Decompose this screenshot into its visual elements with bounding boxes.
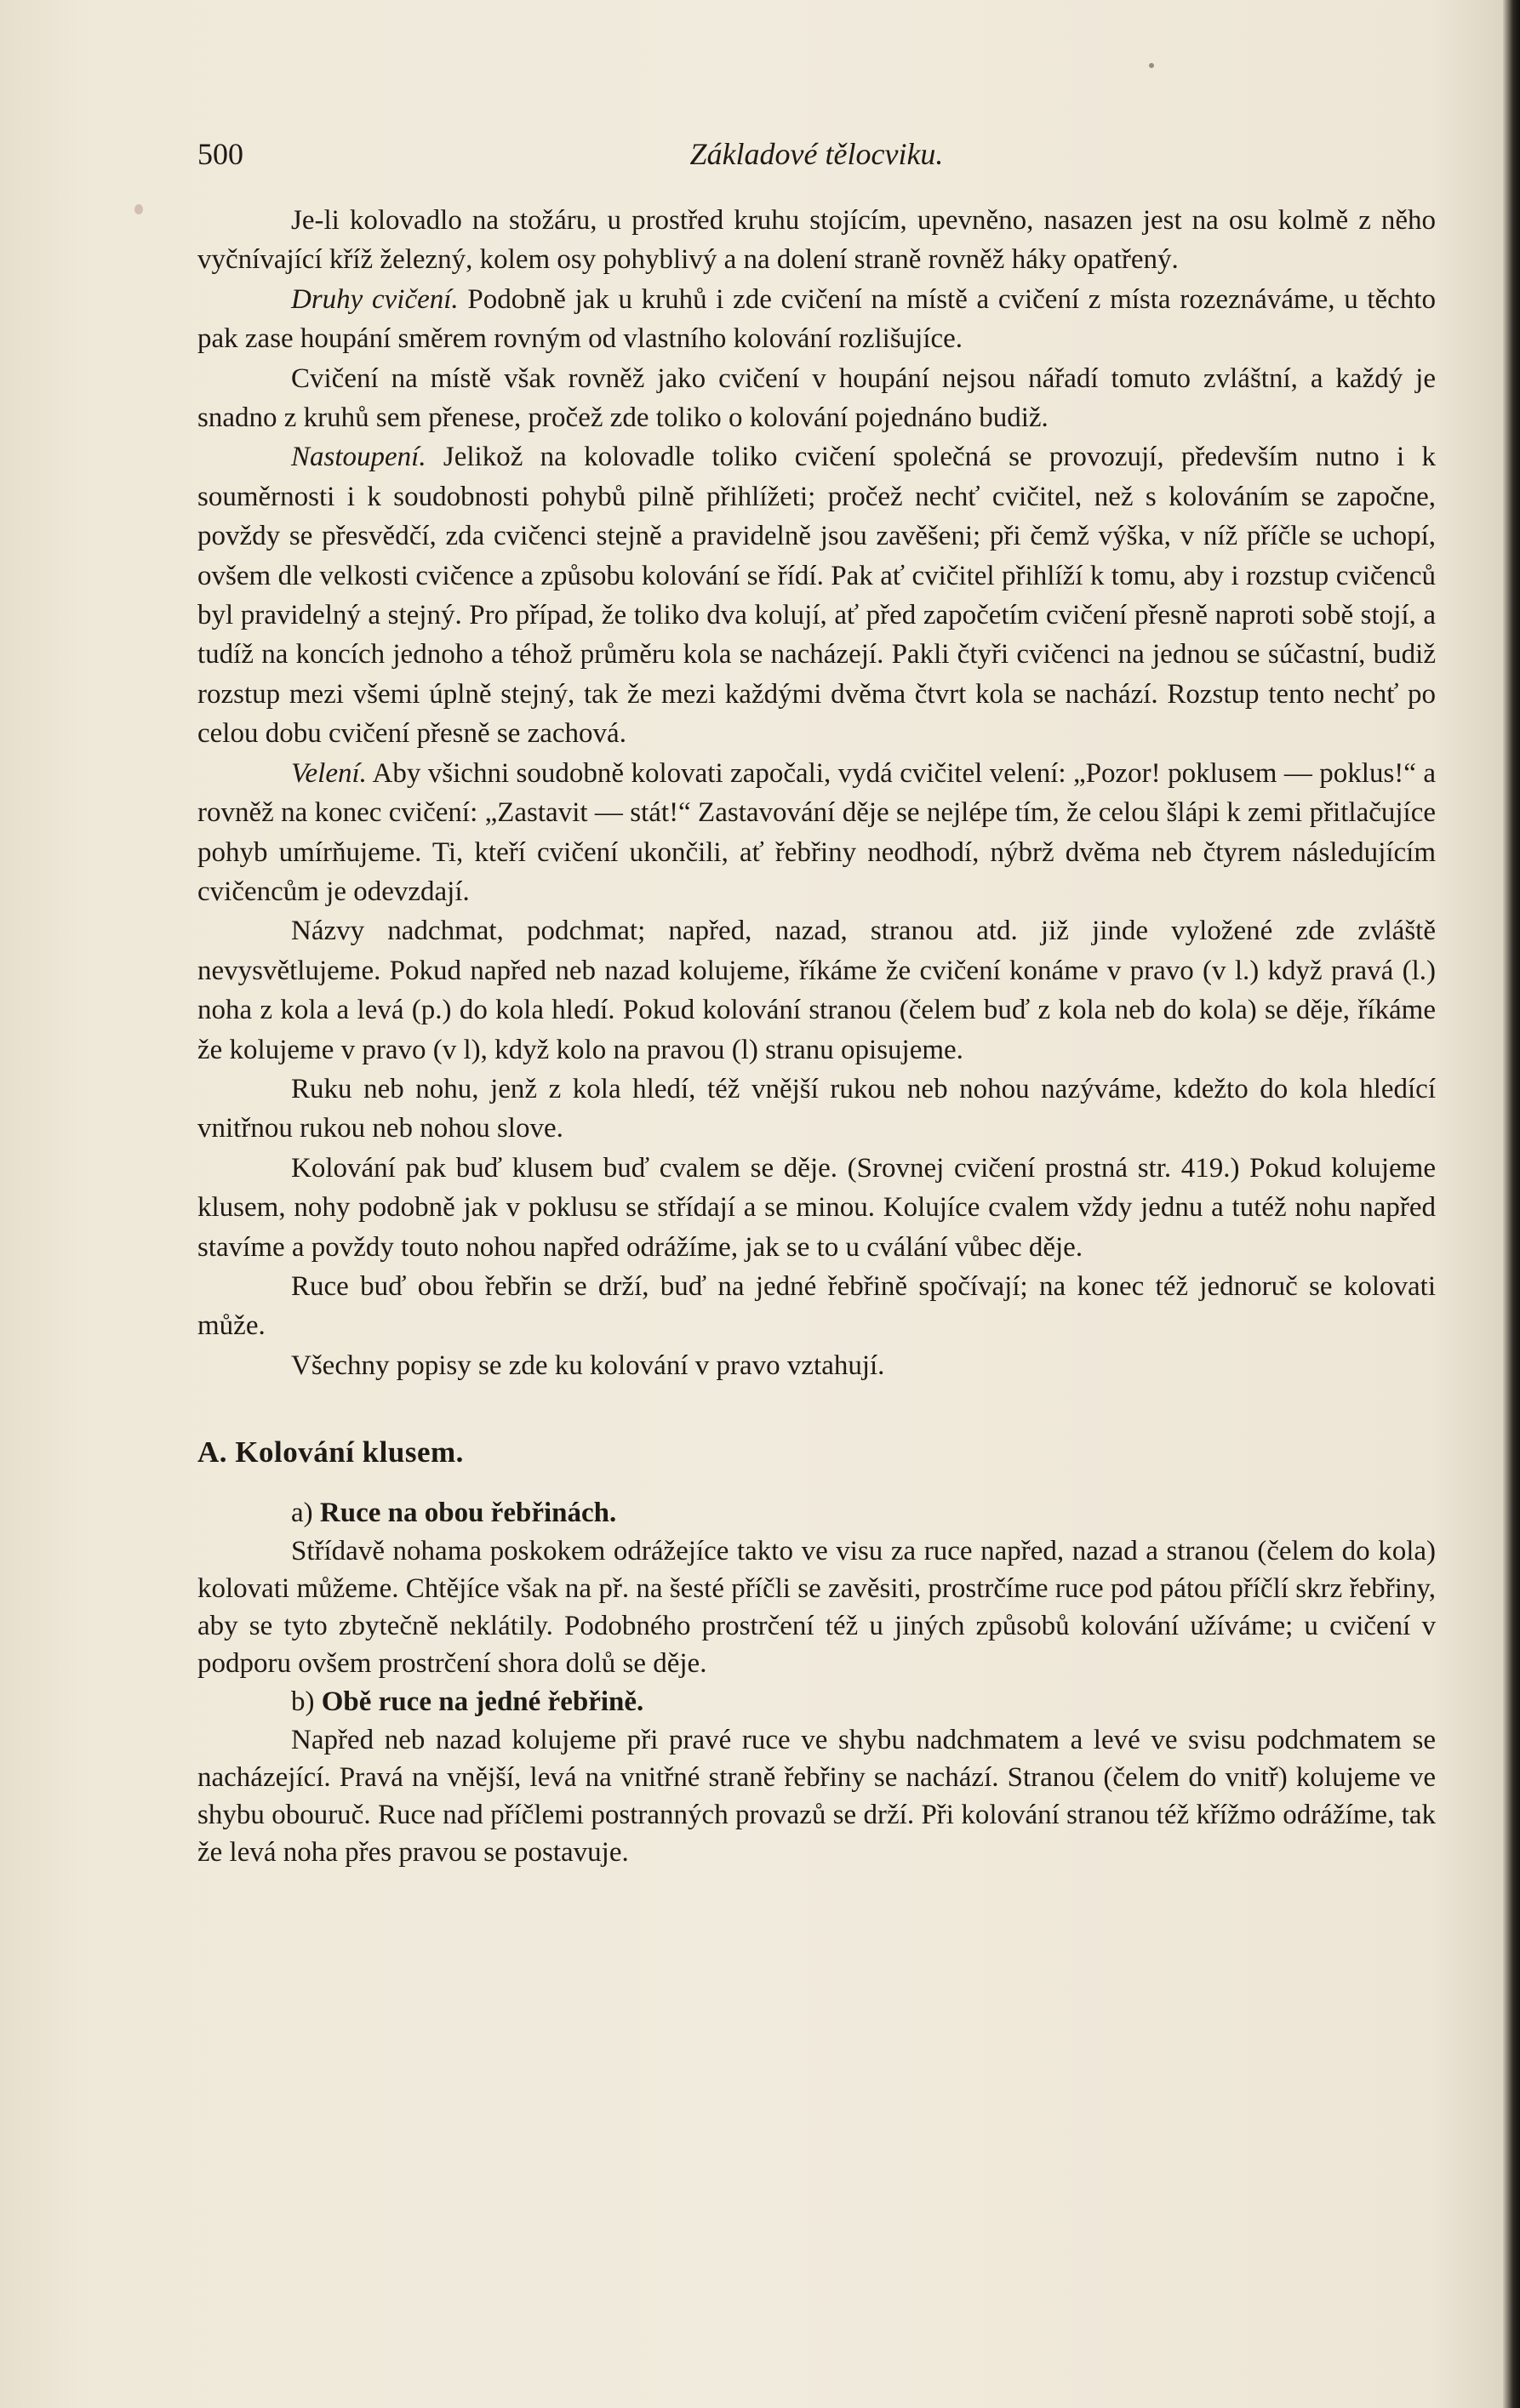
paragraph-text: Ruku neb nohu, jenž z kola hledí, též vnější rukou neb nohou nazýváme, kdežto do kola hledící vnitřnou rukou neb nohou slove. bbox=[197, 1073, 1436, 1144]
paragraph-text: Podobně jak u kruhů i zde cvičení na místě a cvičení z místa rozeznáváme, u těchto pak zase houpání směrem rovným od vlastního kolování rozlišujíce. bbox=[197, 283, 1436, 355]
paragraph bbox=[197, 359, 1436, 438]
subheading-b bbox=[197, 1682, 1436, 1721]
paragraph-text: Střídavě nohama poskokem odrážejíce takto ve visu za ruce napřed, nazad a stranou (čelem do kola) kolovati můžeme. Chtějíce však na př. na šesté příčli se zavěsiti, prostrčíme ruce pod pátou příčlí skrz řebřiny, aby se tyto zbytečně neklátily. Podobného prostrčení též u jiných způsobů kolování užíváme; u cvičení v podporu ovšem prostrčení shora dolů se děje. bbox=[197, 1536, 1436, 1679]
paragraph bbox=[197, 1721, 1436, 1871]
paragraph-lead: Druhy cvičení. bbox=[291, 283, 459, 315]
paragraph-lead: Velení. bbox=[291, 757, 367, 789]
paragraph-lead: Nastoupení. bbox=[291, 442, 426, 473]
paragraph-text: Napřed neb nazad kolujeme při pravé ruce ve shybu nadchmatem a levé ve svisu podchmatem se nacházející. Pravá na vnější, levá na vnitřné straně řebřiny se nachází. Stranou (čelem do vnitř) kolujeme ve shybu obouruč. Ruce nad příčlemi postranných provazů se drží. Při kolování stranou též křížmo odrážíme, tak že levá noha přes pravou se postavuje. bbox=[197, 1725, 1436, 1869]
subheading-title: Ruce na obou řebřinách. bbox=[319, 1497, 617, 1528]
paragraph bbox=[197, 437, 1436, 753]
page-number: 500 bbox=[197, 137, 243, 171]
subheading-label: a) bbox=[291, 1497, 313, 1528]
subheading-title: Obě ruce na jedné řebřině. bbox=[321, 1686, 644, 1717]
paragraph bbox=[197, 1070, 1436, 1149]
paragraph-text: Je-li kolovadlo na stožáru, u prostřed kruhu stojícím, upevněno, nasazen jest na osu kolmě z něho vyčnívající kříž železný, kolem osy pohyblivý a na dolení straně rovněž háky opatřený. bbox=[197, 205, 1436, 276]
page-body bbox=[197, 201, 1436, 1871]
paragraph bbox=[197, 1267, 1436, 1346]
paragraph bbox=[197, 280, 1436, 359]
page-edge-shadow bbox=[1503, 0, 1520, 2408]
subheading-label: b) bbox=[291, 1686, 315, 1717]
section-title: A. Kolování klusem. bbox=[197, 1435, 464, 1469]
paragraph bbox=[197, 911, 1436, 1070]
paragraph-text: Kolování pak buď klusem buď cvalem se děje. (Srovnej cvičení prostná str. 419.) Pokud kolujeme klusem, nohy podobně jak v poklusu se střídají a se minou. Kolujíce cvalem vždy jednu a tutéž nohu napřed stavíme a povždy touto nohou napřed odrážíme, jak se to u cválání vůbec děje. bbox=[197, 1152, 1436, 1263]
paragraph-text: Aby všichni soudobně kolovati započali, vydá cvičitel velení: „Pozor! poklusem — poklus!“ a rovněž na konec cvičení: „Zastavit — stát!“ Zastavování děje se nejlépe tím, že celou šlápi k zemi přitlačujíce pohyb umírňujeme. Ti, kteří cvičení ukončili, ať řebřiny neodhodí, nýbrž dvěma neb čtyrem následujícím cvičencům je odevzdají. bbox=[197, 757, 1437, 907]
subheading-a bbox=[197, 1493, 1436, 1532]
paragraph-text: Názvy nadchmat, podchmat; napřed, nazad, stranou atd. již jinde vyložené zde zvláště nevysvětlujeme. Pokud napřed neb nazad kolujeme, říkáme že cvičení konáme v pravo (v l.) když pravá (l.) noha z kola a levá (p.) do kola hledí. Pokud kolování stranou (čelem buď z kola neb do kola) se děje, říkáme že kolujeme v pravo (v l), když kolo na pravou (l) stranu opisujeme. bbox=[197, 916, 1436, 1065]
paragraph bbox=[197, 1532, 1436, 1682]
page-header bbox=[197, 136, 1436, 179]
paragraph bbox=[197, 201, 1436, 280]
paragraph-text: Všechny popisy se zde ku kolování v pravo vztahují. bbox=[291, 1350, 885, 1381]
paragraph bbox=[197, 1346, 1436, 1385]
running-head: Základové tělocviku. bbox=[689, 137, 944, 171]
paragraph-text: Ruce buď obou řebřin se drží, buď na jedné řebřině spočívají; na konec též jednoruč se kolovati může. bbox=[197, 1270, 1436, 1342]
paragraph-text: Cvičení na místě však rovněž jako cvičení v houpání nejsou nářadí tomuto zvláštní, a každý je snadno z kruhů sem přenese, pročež zde toliko o kolování pojednáno budiž. bbox=[197, 362, 1436, 434]
paragraph bbox=[197, 754, 1436, 912]
ink-dot bbox=[1149, 63, 1154, 68]
paragraph bbox=[197, 1149, 1436, 1267]
paragraph-text: Jelikož na kolovadle toliko cvičení společná se provozují, především nutno i k souměrnosti i k soudobnosti pohybů pilně přihlížeti; pročež nechť cvičitel, než s kolováním se započne, povždy se přesvědčí, zda cvičenci stejně a pravidelně jsou zavěšeni; při čemž výška, v níž příčle se uchopí, ovšem dle velkosti cvičence a způsobu kolování se řídí. Pak ať cvičitel přihlíží k tomu, aby i rozstup cvičenců byl pravidelný a stejný. Pro případ, že toliko dva kolují, ať před započetím cvičení přesně naproti sobě stojí, a tudíž na koncích jednoho a téhož průměru kola se nacházejí. Pakli čtyři cvičenci na jednou se súčastní, budiž rozstup mezi všemi úplně stejný, tak že mezi každými dvěma čtvrt kola se nachází. Rozstup tento nechť po celou dobu cvičení přesně se zachová. bbox=[197, 442, 1437, 750]
ink-speck bbox=[134, 204, 143, 214]
